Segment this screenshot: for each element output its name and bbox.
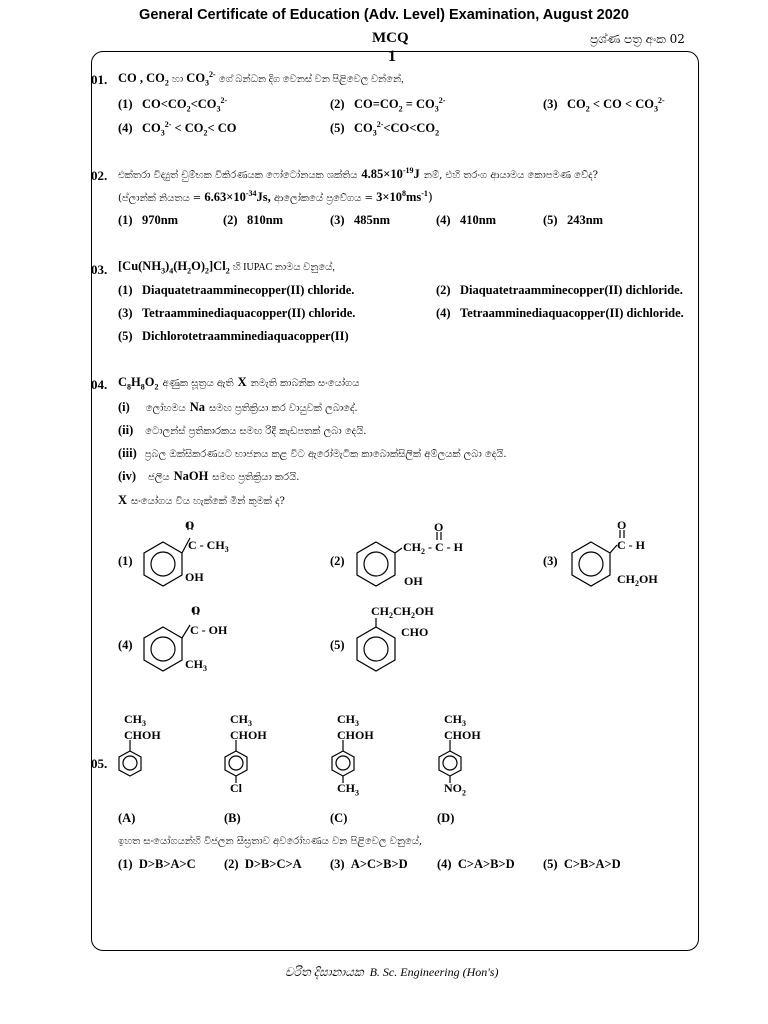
q4-question: X සංයෝගය විය හැක්කේ මින් කුමක් ද? — [118, 493, 285, 507]
q2-stem: එක්තරා විද්‍යුත් චුම්භක විකිරණයක ෆෝටෝනයක ශක්තිය $4.85\times 10^{-19}J$ නම්, එහි තරංග ආයාමය කොපමණ වේද? — [118, 166, 598, 182]
svg-text:CH3: $CH_3$ — [230, 712, 252, 728]
q5-substituent-d: $NO_2$ — [444, 781, 466, 798]
q5-option-5[interactable]: (5) C>B>A>D — [543, 857, 621, 871]
q2-option-4[interactable]: (4) 410nm — [436, 213, 497, 227]
q5-option-2[interactable]: (2) D>B>C>A — [224, 857, 302, 871]
q1-option-1[interactable]: (1) $CO<CO_2<CO_3^{2-}$ — [118, 96, 228, 114]
q5-structure-b — [225, 740, 247, 783]
svg-text:CH2 - C - H: $CH_2$ - C - H — [403, 540, 463, 556]
svg-text:CH2CH2OH: $CH_2CH_2OH$ — [371, 604, 434, 620]
q4-statement-4: (iv) ජලීය NaOH සමඟ ප්‍රතික්‍රියා කරයි. — [118, 469, 300, 483]
q3-option-1[interactable]: (1) Diaquatetraamminecopper(II) chloride. — [118, 283, 355, 297]
svg-text:C - OH: C - OH — [190, 623, 228, 637]
question-number: 05. — [91, 756, 108, 771]
q2-option-2[interactable]: (2) 810nm — [223, 213, 284, 227]
svg-text:CH2OH: $CH_2OH$ — [617, 572, 658, 588]
section-label: MCQ — [372, 30, 409, 46]
svg-text:CH3: $CH_3$ — [444, 712, 466, 728]
q4-option-4[interactable]: (4) — [118, 638, 133, 652]
q5-substituent-b: Cl — [230, 781, 242, 795]
q4-stem: $C_8H_8O_2$ අණුක සූත්‍රය ඇති X නමැති කාබනික සංයෝගය — [118, 375, 360, 392]
q4-option-5[interactable]: (5) — [330, 638, 345, 652]
q2-option-5[interactable]: (5) 243nm — [543, 213, 604, 227]
svg-text:CH3: $CH_3$ — [337, 712, 359, 728]
page-number: 1 — [388, 48, 396, 65]
q5-label-c: (C) — [330, 811, 348, 825]
q5-structure-c — [332, 740, 354, 783]
q3-option-5[interactable]: (5) Dichlorotetraamminediaquacopper(II) — [118, 329, 349, 343]
q5-stem: ඉහත සංයෝගයන්හි විජලන සීඝ්‍රතාව අවරෝහණය වන පිළිවෙල වනුයේ, — [118, 836, 423, 847]
svg-text:OH: OH — [185, 570, 204, 584]
q5-label-a: (A) — [118, 811, 136, 825]
question-number: 02. — [91, 168, 108, 183]
svg-text:CH3: $CH_3$ — [185, 657, 207, 673]
q5-label-d: (D) — [437, 811, 455, 825]
q5-structure-d — [439, 740, 461, 783]
svg-text:O: O — [191, 603, 201, 617]
question-number: 03. — [91, 262, 108, 277]
q3-option-4[interactable]: (4) Tetraamminediaquacopper(II) dichloride. — [436, 306, 684, 320]
question-number: 04. — [91, 377, 108, 392]
q2-constants: (ප්ලාන්ක් නියතය = $6.63\times 10^{-34}Js$, ආලෝකයේ ප්‍රවේගය = $3\times 10^8ms^{-1}$) — [118, 189, 433, 205]
q5-structure-a — [119, 740, 141, 776]
q4-option-2[interactable]: (2) — [330, 554, 345, 568]
q4-statement-1: (i) ලෝහමය Na සමඟ ප්‍රතික්‍රියා කර වායුවක් ලබාදේ. — [118, 400, 358, 414]
q4-statement-3: (iii) ප්‍රබල ඔක්සිකරණයට භාජනය කළ විට ඇරෝමැටික කාබොක්සිලික් අම්ලයක් ලබා දෙයි. — [118, 446, 507, 460]
svg-text:C - CH3: C - $CH_3$ — [188, 538, 229, 554]
q5-label-b: (B) — [224, 811, 241, 825]
svg-text:OH: OH — [404, 574, 423, 588]
q2-option-3[interactable]: (3) 485nm — [330, 213, 391, 227]
svg-text:CHOH: CHOH — [444, 728, 481, 742]
footer — [285, 965, 498, 980]
author-qualification: B. Sc. Engineering (Hon's) — [369, 965, 499, 979]
question-number: 01. — [91, 72, 108, 87]
q5-option-4[interactable]: (4) C>A>B>D — [437, 857, 515, 871]
q1-stem: CO , $CO_2$ හා $CO_3^{2-}$ ගේ බන්ධන දිග වෙනස් වන පිළිවෙල වන්නේ, — [118, 70, 404, 88]
q1-option-2[interactable]: (2) $CO=CO_2 = CO_3^{2-}$ — [330, 96, 446, 114]
svg-text:CHO: CHO — [401, 625, 429, 639]
svg-text:C - H: C - H — [617, 538, 645, 552]
q2-option-1[interactable]: (1) 970nm — [118, 213, 179, 227]
author-name: චරිත දිසානායක — [285, 965, 364, 979]
q1-option-3[interactable]: (3) $CO_2$ < CO < $CO_3^{2-}$ — [543, 96, 665, 114]
q4-option-1[interactable]: (1) — [118, 554, 133, 568]
q4-structure-5 — [357, 618, 395, 671]
svg-text:O: O — [434, 520, 444, 534]
q5-option-1[interactable]: (1) D>B>A>C — [118, 857, 196, 871]
svg-text:CH3: $CH_3$ — [124, 712, 146, 728]
q5-option-3[interactable]: (3) A>C>B>D — [330, 857, 408, 871]
q1-option-5[interactable]: (5) $CO_3^{2-}<CO<CO_2$ — [330, 120, 440, 138]
svg-text:O: O — [617, 518, 627, 532]
svg-text:O: O — [185, 518, 195, 532]
q4-option-3[interactable]: (3) — [543, 554, 558, 568]
svg-text:CHOH: CHOH — [337, 728, 374, 742]
svg-text:CHOH: CHOH — [230, 728, 267, 742]
paper-number: ප්‍රශ්ණ පත්‍ර අංක 02 — [590, 32, 685, 46]
q3-stem: $[Cu(NH_3)_4(H_2O)_2]Cl_2$ හි IUPAC නාමය වනුයේ, — [118, 259, 335, 276]
q4-statement-2: (ii) ටොලන්ස් ප්‍රතිකාරකය සමඟ රිදී කැඩපතක් ලබා දෙයි. — [118, 423, 367, 437]
exam-title: General Certificate of Education (Adv. Level) Examination, August 2020 — [139, 7, 629, 23]
svg-text:CHOH: CHOH — [124, 728, 161, 742]
q3-option-3[interactable]: (3) Tetraamminediaquacopper(II) chloride. — [118, 306, 356, 320]
q5-substituent-c: $CH_3$ — [337, 781, 359, 798]
q1-option-4[interactable]: (4) $CO_3^{2-} < CO_2<$ CO — [118, 120, 237, 138]
q3-option-2[interactable]: (2) Diaquatetraamminecopper(II) dichloride. — [436, 283, 683, 297]
